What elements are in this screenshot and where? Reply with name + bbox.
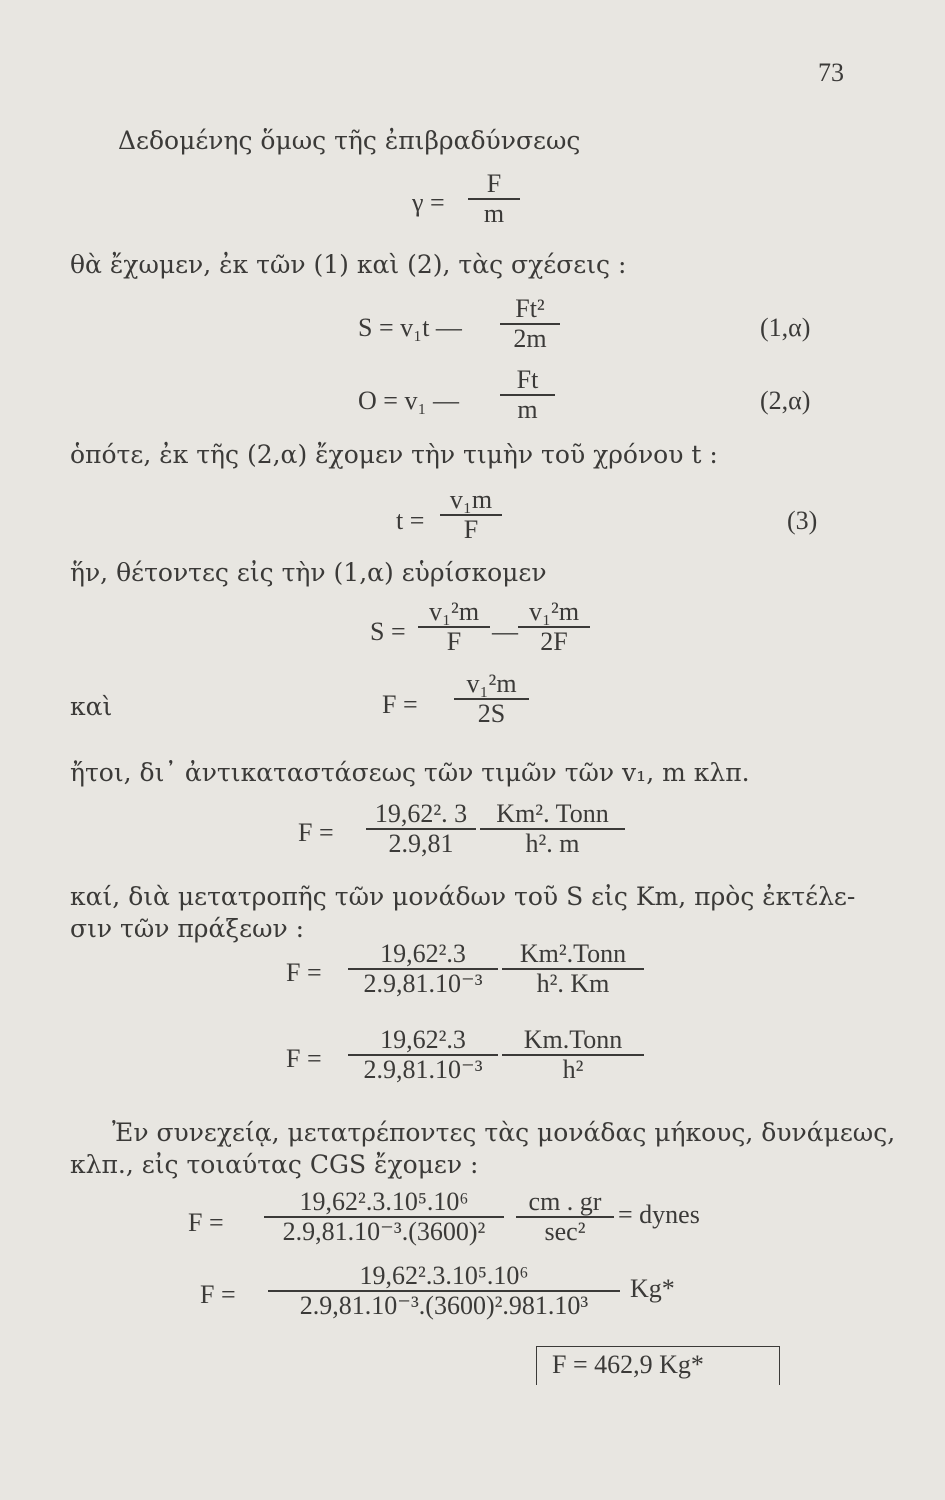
f3-fraction-2 <box>502 940 644 998</box>
f5-numerator-1: 19,62².3.10⁵.10⁶ <box>299 1187 469 1216</box>
f5-numerator-2: cm . gr <box>528 1187 602 1216</box>
gamma-fraction <box>468 170 520 228</box>
s-eq-fraction-2 <box>518 598 590 656</box>
eq3-lhs: t = <box>396 506 425 535</box>
eq1a-lhs: S = v₁t — <box>358 313 462 342</box>
f1-denominator: 2S <box>477 698 506 728</box>
f5-denominator-2: sec² <box>544 1216 586 1246</box>
s-eq-minus: — <box>492 617 518 646</box>
f4-numerator-1: 19,62².3 <box>380 1025 466 1054</box>
f6-fraction <box>268 1262 620 1320</box>
f4-fraction-1 <box>348 1026 498 1084</box>
f5-fraction-1 <box>264 1188 504 1246</box>
s-eq-denominator-2: 2F <box>540 626 568 656</box>
f2-numerator-2: Km². Tonn <box>496 799 609 828</box>
eq2a-fraction <box>500 366 555 424</box>
page-number: 73 <box>818 58 844 87</box>
gamma-numerator: F <box>486 169 502 198</box>
f6-numerator: 19,62².3.10⁵.10⁶ <box>359 1261 529 1290</box>
eq2a-denominator: m <box>517 394 538 424</box>
f6-rhs: Kg* <box>630 1274 675 1303</box>
f6-lhs: F = <box>200 1280 236 1309</box>
eq3-fraction <box>440 486 502 544</box>
f5-denominator-1: 2.9,81.10⁻³.(3600)² <box>282 1216 486 1246</box>
eq1a-fraction <box>500 295 560 353</box>
f2-fraction-2 <box>480 800 625 858</box>
f2-lhs: F = <box>298 818 334 847</box>
f4-fraction-2 <box>502 1026 644 1084</box>
f4-denominator-1: 2.9,81.10⁻³ <box>363 1054 483 1084</box>
f5-lhs: F = <box>188 1208 224 1237</box>
s-eq-fraction-1 <box>418 598 490 656</box>
f2-denominator-1: 2.9,81 <box>388 828 454 858</box>
s-eq-numerator-2: v₁²m <box>528 597 580 626</box>
f1-numerator: v₁²m <box>466 669 517 698</box>
eq2a-lhs: O = v₁ — <box>358 386 460 415</box>
gamma-lhs: γ = <box>412 188 445 217</box>
f2-numerator-1: 19,62². 3 <box>374 799 468 828</box>
f6-denominator: 2.9,81.10⁻³.(3600)².981.10³ <box>299 1290 589 1320</box>
text-line-1: Δεδομένης ὅμως τῆς ἐπιβραδύνσεως <box>118 126 581 155</box>
f3-denominator-1: 2.9,81.10⁻³ <box>363 968 483 998</box>
s-eq-numerator-1: v₁²m <box>428 597 480 626</box>
f3-numerator-1: 19,62².3 <box>380 939 466 968</box>
gamma-denominator: m <box>483 198 505 228</box>
f4-lhs: F = <box>286 1044 322 1073</box>
s-eq-denominator-1: F <box>446 626 462 656</box>
text-line-3: ὁπότε, ἐκ τῆς (2,α) ἔχομεν τὴν τιμὴν τοῦ χρόνου t : <box>70 440 718 469</box>
eq2a-label: (2,α) <box>760 386 811 415</box>
text-line-5: καὶ <box>70 692 113 721</box>
s-eq-lhs: S = <box>370 617 406 646</box>
text-line-8: σιν τῶν πράξεων : <box>70 914 305 943</box>
text-line-9: Ἐν συνεχείᾳ, μετατρέποντες τὰς μονάδας μήκους, δυνάμεως, <box>112 1118 896 1147</box>
f2-fraction-1 <box>366 800 476 858</box>
f3-numerator-2: Km².Tonn <box>519 939 627 968</box>
text-line-7: καί, διὰ μετατροπῆς τῶν μονάδων τοῦ S εἰς Km, πρὸς ἐκτέλε- <box>70 882 856 911</box>
eq2a-numerator: Ft <box>516 365 539 394</box>
text-line-4: ἥν, θέτοντες εἰς τὴν (1,α) εὑρίσκομεν <box>70 558 547 587</box>
f5-rhs: = dynes <box>618 1200 700 1229</box>
f5-fraction-2 <box>516 1188 614 1246</box>
eq1a-label: (1,α) <box>760 313 811 342</box>
f3-lhs: F = <box>286 958 322 987</box>
eq1a-numerator: Ft² <box>515 294 545 323</box>
result: F = 462,9 Kg* <box>552 1350 704 1379</box>
f2-denominator-2: h². m <box>525 828 580 858</box>
eq3-label: (3) <box>787 506 818 535</box>
eq1a-denominator: 2m <box>513 323 547 353</box>
f4-numerator-2: Km.Tonn <box>523 1025 623 1054</box>
eq3-denominator: F <box>463 514 479 544</box>
text-line-2: θὰ ἔχωμεν, ἐκ τῶν (1) καὶ (2), τὰς σχέσεις : <box>70 250 627 279</box>
text-line-6: ἤτοι, δι᾽ ἀντικαταστάσεως τῶν τιμῶν τῶν v₁, m κλπ. <box>70 758 750 787</box>
f1-lhs: F = <box>382 690 418 719</box>
text-line-10: κλπ., εἰς τοιαύτας CGS ἔχομεν : <box>70 1150 479 1179</box>
f3-denominator-2: h². Km <box>536 968 610 998</box>
eq3-numerator: v₁m <box>449 485 493 514</box>
f1-fraction <box>454 670 529 728</box>
f4-denominator-2: h² <box>562 1054 584 1084</box>
f3-fraction-1 <box>348 940 498 998</box>
